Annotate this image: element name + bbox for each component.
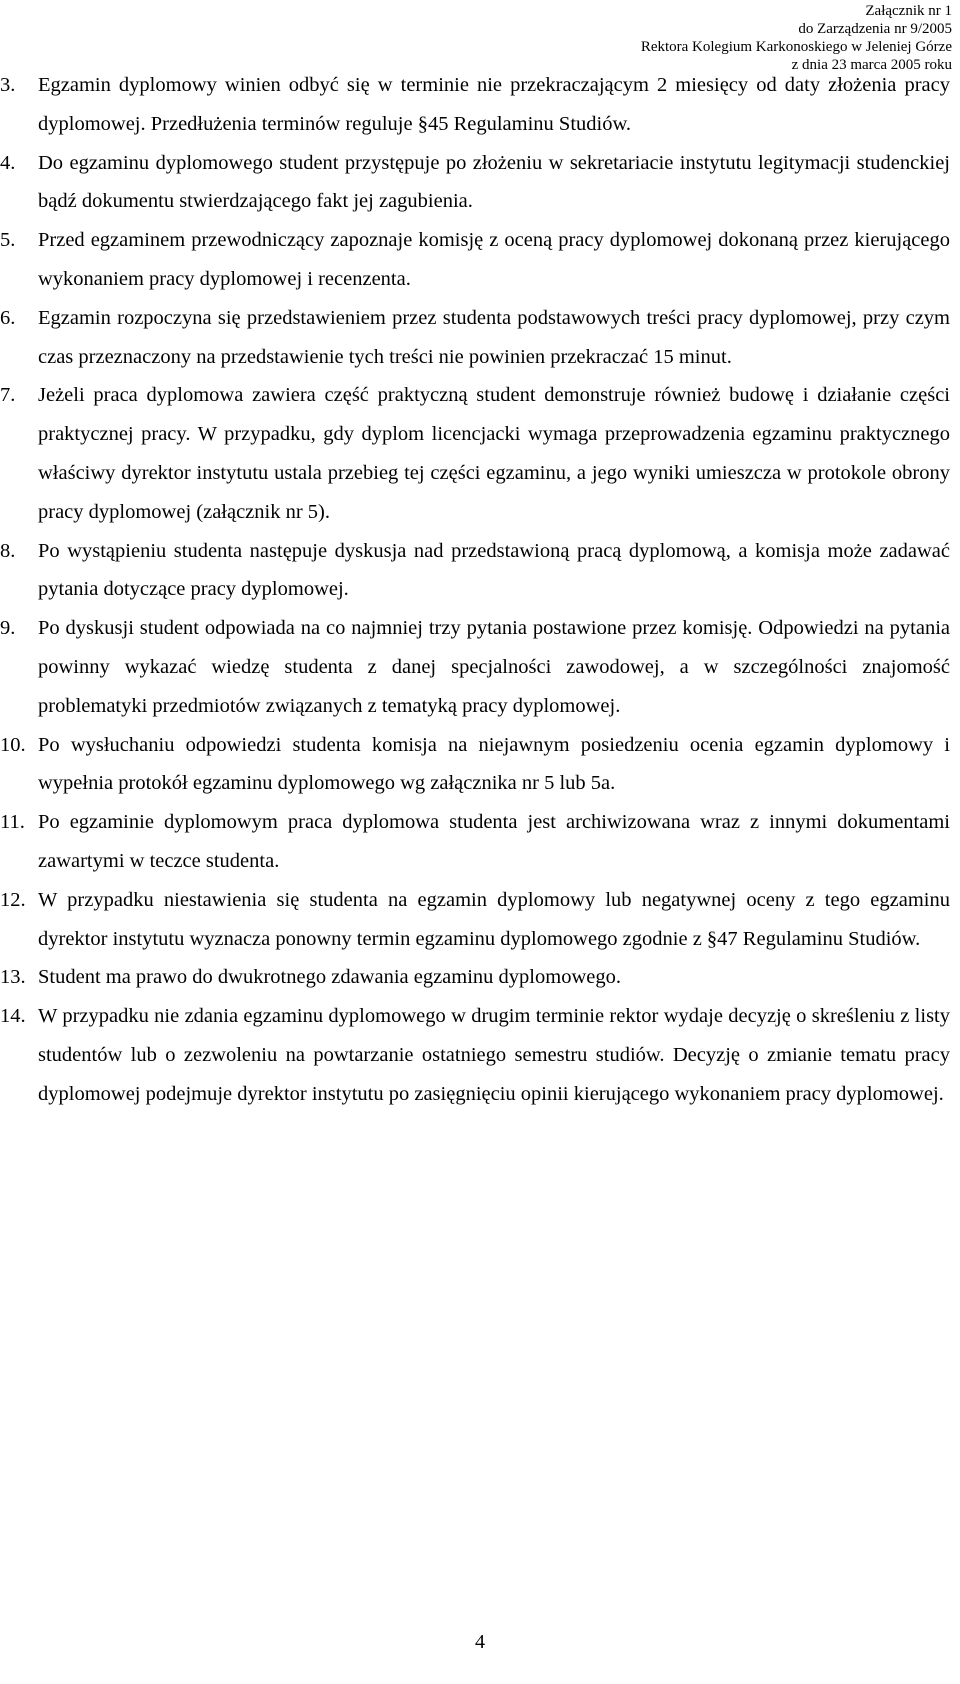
header-line-1: Załącznik nr 1: [865, 3, 952, 19]
item-text: Przed egzaminem przewodniczący zapoznaje komisję z oceną pracy dyplomowej dokonaną przez kierującego wykonaniem pracy dyplomowej i recenzenta.: [38, 229, 950, 290]
item-text: Po wystąpieniu studenta następuje dyskusja nad przedstawioną pracą dyplomową, a komisja może zadawać pytania dotyczące pracy dyplomowej.: [38, 539, 950, 601]
list-item-12: [0, 881, 960, 959]
item-number: 9.: [0, 617, 16, 640]
list-item-3: [0, 66, 960, 144]
header-line-3: Rektora Kolegium Karkonoskiego w Jeleniej Górze: [640, 39, 952, 55]
item-text: Po dyskusji student odpowiada na co najmniej trzy pytania postawione przez komisję. Odpowiedzi na pytania powinny wykazać wiedzę studenta z danej specjalności zawodowej, a w szczególności znajomość problematyki przedmiotów związanych z tematyką pracy dyplomowej.: [38, 617, 950, 717]
list-item-6: [0, 299, 960, 377]
item-number: 14.: [0, 1005, 26, 1028]
item-number: 6.: [0, 306, 16, 329]
item-text: Student ma prawo do dwukrotnego zdawania egzaminu dyplomowego.: [38, 966, 621, 989]
item-text: Egzamin dyplomowy winien odbyć się w terminie nie przekraczającym 2 miesięcy od daty złożenia pracy dyplomowej. Przedłużenia terminów reguluje §45 Regulaminu Studiów.: [38, 74, 950, 135]
item-number: 5.: [0, 229, 16, 252]
item-number: 4.: [0, 151, 16, 174]
item-text: Po egzaminie dyplomowym praca dyplomowa studenta jest archiwizowana wraz z innymi dokumentami zawartymi w teczce studenta.: [38, 811, 950, 872]
list-item-5: [0, 221, 960, 299]
item-text: Po wysłuchaniu odpowiedzi studenta komisja na niejawnym posiedzeniu ocenia egzamin dyplomowy i wypełnia protokół egzaminu dyplomowego wg załącznika nr 5 lub 5a.: [38, 733, 950, 795]
list-item-9: [0, 609, 960, 725]
attachment-header: [641, 2, 952, 74]
item-number: 8.: [0, 539, 16, 562]
list-item-13: [0, 958, 960, 997]
item-number: 13.: [0, 966, 26, 989]
list-item-8: [0, 532, 960, 610]
list-item-14: [0, 997, 960, 1113]
list-item-10: [0, 726, 960, 804]
item-number: 7.: [0, 384, 16, 407]
item-number: 11.: [0, 811, 25, 834]
header-line-4: z dnia 23 marca 2005 roku: [791, 57, 952, 73]
item-number: 3.: [0, 74, 16, 96]
item-text: Egzamin rozpoczyna się przedstawieniem przez studenta podstawowych treści pracy dyplomowej, przy czym czas przeznaczony na przedstawienie tych treści nie powinien przekraczać 15 minut.: [38, 306, 950, 368]
page-number: 4: [475, 1631, 485, 1653]
item-number: 10.: [0, 733, 26, 756]
list-item-7: [0, 376, 960, 531]
item-text: W przypadku niestawienia się studenta na egzamin dyplomowy lub negatywnej oceny z tego egzaminu dyrektor instytutu wyznacza ponowny termin egzaminu dyplomowego zgodnie z §47 Regulaminu Studiów.: [38, 888, 950, 950]
header-line-2: do Zarządzenia nr 9/2005: [798, 21, 952, 37]
list-item-4: [0, 144, 960, 222]
list-item-11: [0, 803, 960, 881]
item-text: Jeżeli praca dyplomowa zawiera część praktyczną student demonstruje również budowę i działanie części praktycznej pracy. W przypadku, gdy dyplom licencjacki wymaga przeprowadzenia egzaminu praktycznego właściwy dyrektor instytutu ustala przebieg tej części egzaminu, a jego wyniki umieszcza w protokole obrony pracy dyplomowej (załącznik nr 5).: [38, 384, 950, 523]
item-text: Do egzaminu dyplomowego student przystępuje po złożeniu w sekretariacie instytutu legitymacji studenckiej bądź dokumentu stwierdzającego fakt jej zagubienia.: [38, 151, 950, 213]
numbered-list: [0, 66, 960, 1114]
item-number: 12.: [0, 888, 26, 911]
item-text: W przypadku nie zdania egzaminu dyplomowego w drugim terminie rektor wydaje decyzję o skreśleniu z listy studentów lub o zezwoleniu na powtarzanie ostatniego semestru studiów. Decyzję o zmianie tematu pracy dyplomowej podejmuje dyrektor instytutu po zasięgnięciu opinii kierującego wykonaniem pracy dyplomowej.: [38, 1005, 950, 1105]
